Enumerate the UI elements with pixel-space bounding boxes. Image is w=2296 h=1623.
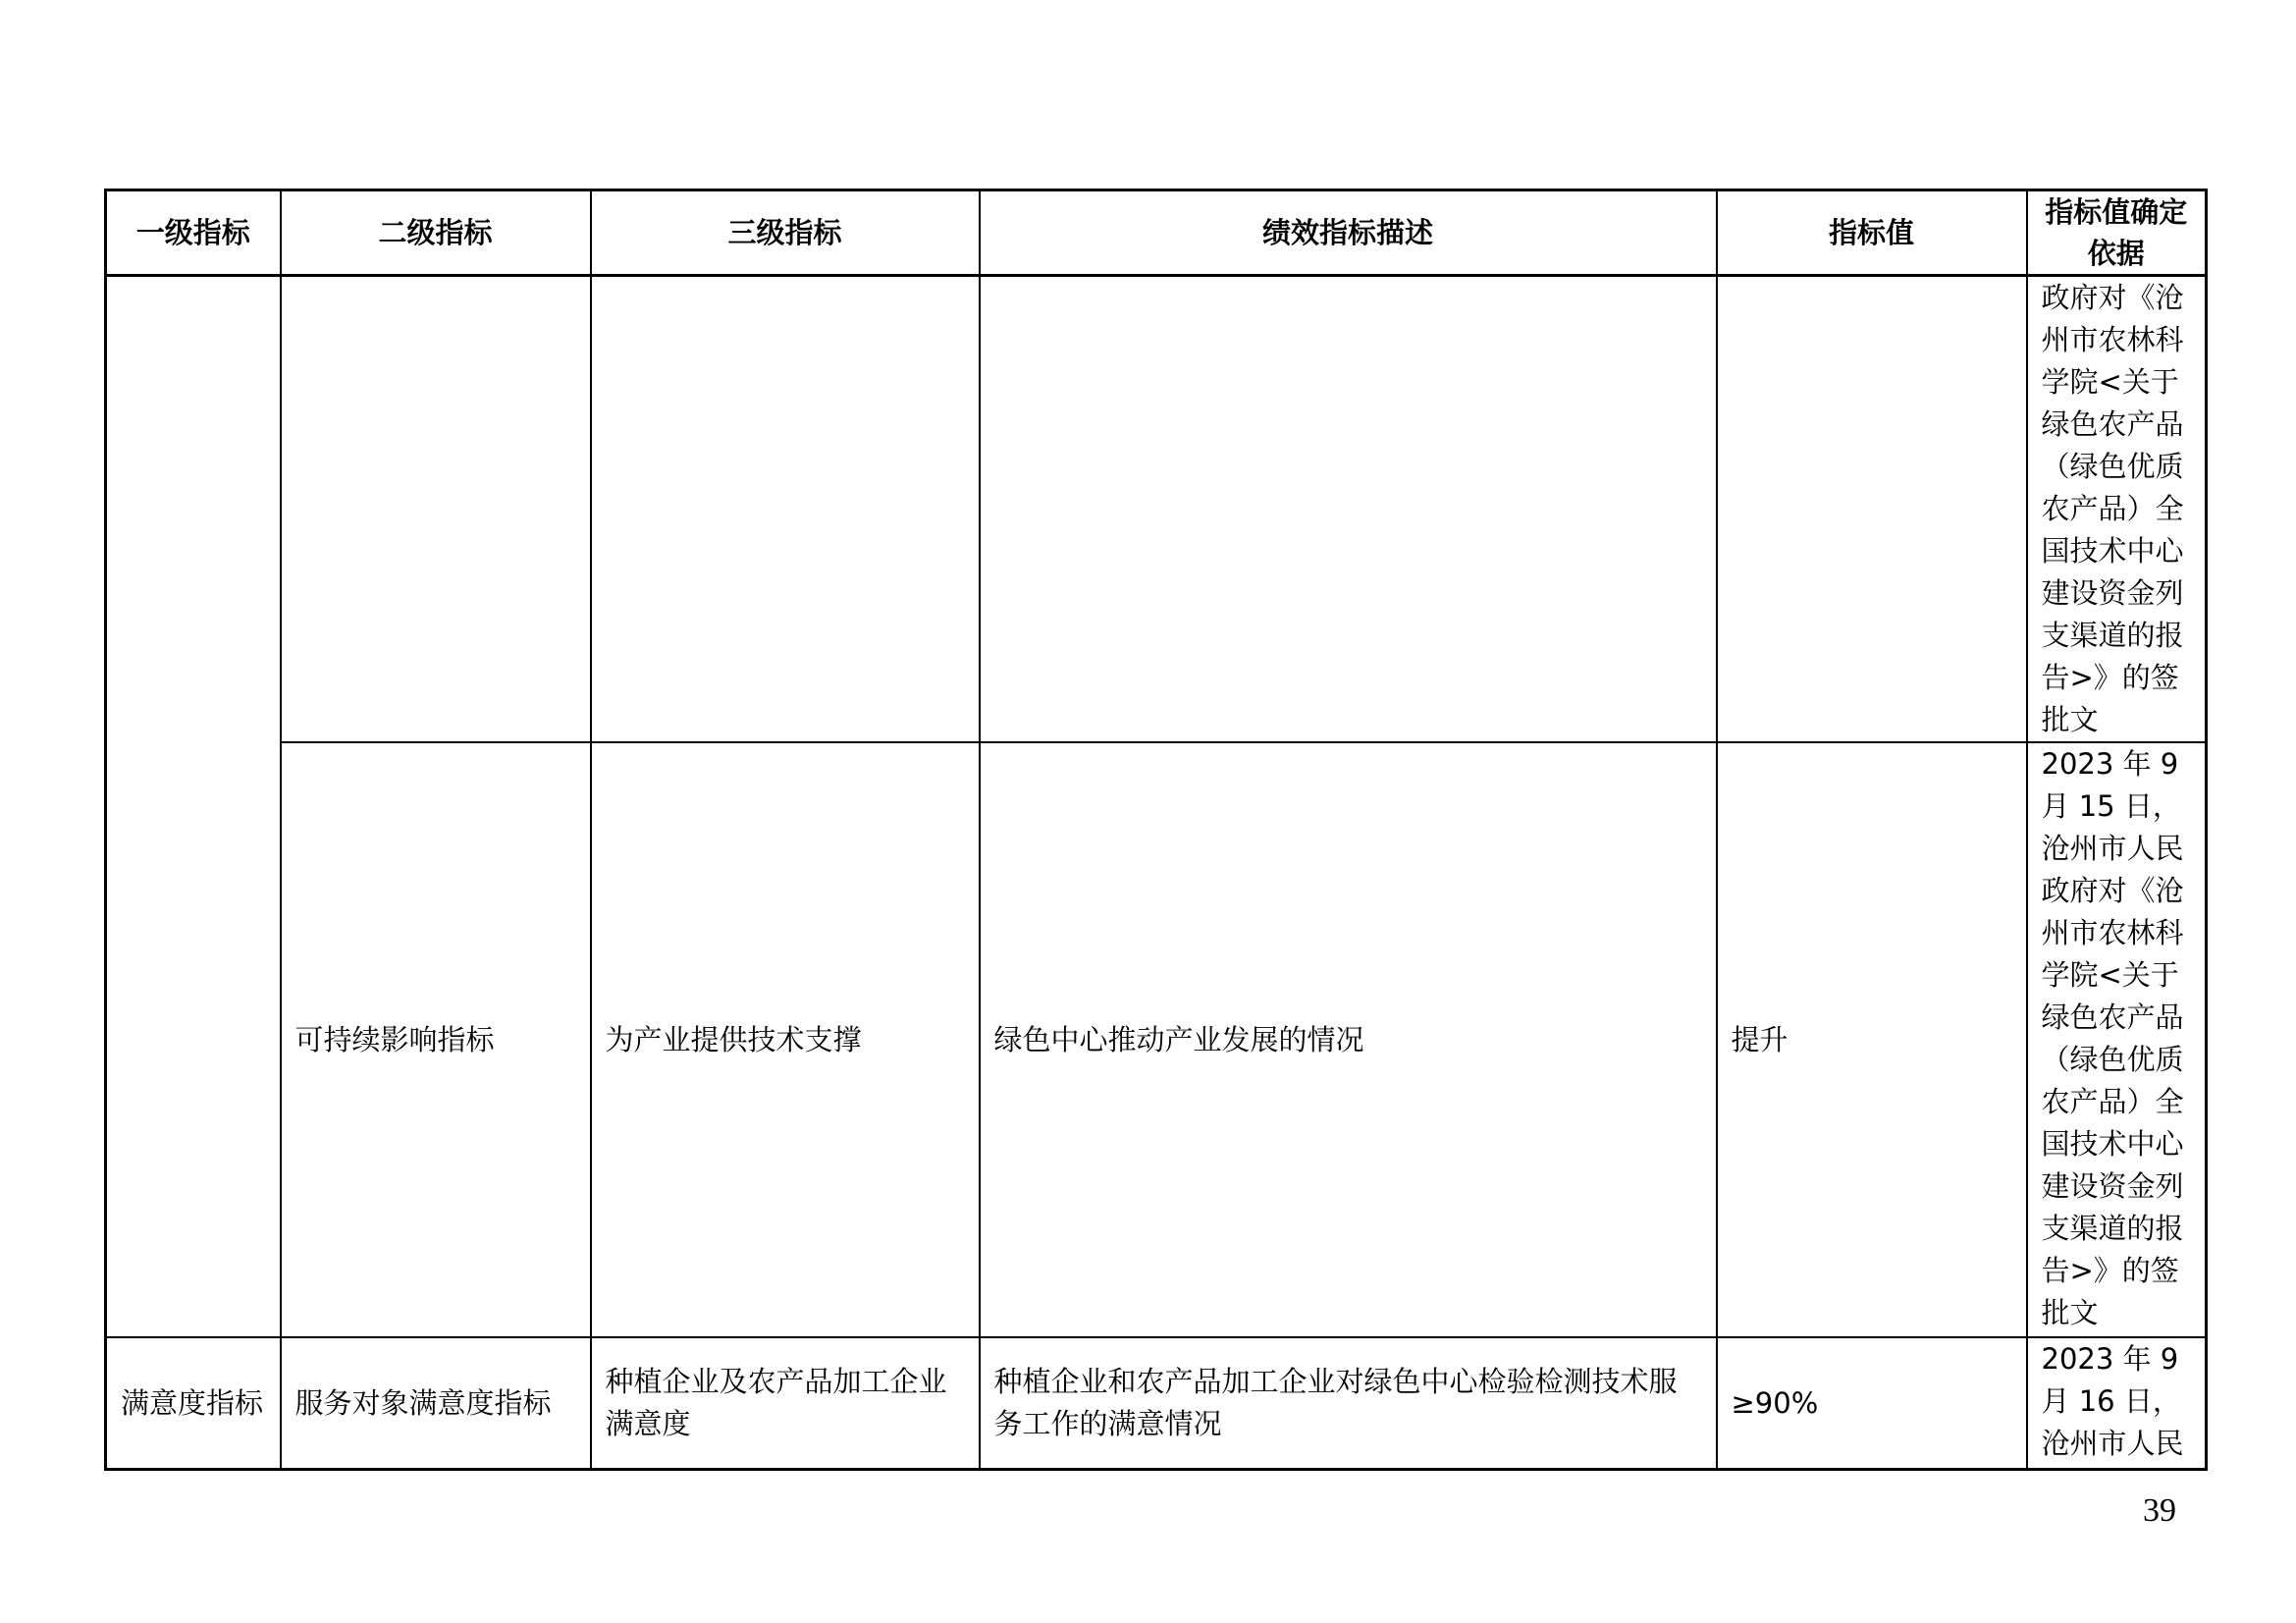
row-basis-cell: 2023 年 9 月 15 日，沧州市人民政府对《沧州市农林科学院<关于绿色农产品（绿色优质农产品）全国技术中心建设资金列支渠道的报告>》的签批文 bbox=[2027, 742, 2207, 1337]
header-basis: 指标值确定依据 bbox=[2027, 190, 2207, 276]
header-level3: 三级指标 bbox=[591, 190, 980, 276]
row-level1-cell: 满意度指标 bbox=[106, 1337, 281, 1470]
performance-indicator-table bbox=[104, 189, 2208, 1471]
row-value-cell: 提升 bbox=[1717, 742, 2027, 1337]
table-row bbox=[106, 1337, 2207, 1470]
table-row bbox=[106, 742, 2207, 1337]
table-header-row bbox=[106, 190, 2207, 276]
row-level3-cell bbox=[591, 276, 980, 743]
row-description-cell: 绿色中心推动产业发展的情况 bbox=[980, 742, 1717, 1337]
row-value-cell: ≥90% bbox=[1717, 1337, 2027, 1470]
row-description-cell: 种植企业和农产品加工企业对绿色中心检验检测技术服务工作的满意情况 bbox=[980, 1337, 1717, 1470]
header-level1: 一级指标 bbox=[106, 190, 281, 276]
row-level1-cell bbox=[106, 276, 281, 1338]
page-number: 39 bbox=[2143, 1492, 2176, 1529]
header-level2: 二级指标 bbox=[281, 190, 591, 276]
row-level2-cell: 可持续影响指标 bbox=[281, 742, 591, 1337]
row-basis-cell: 政府对《沧州市农林科学院<关于绿色农产品（绿色优质农产品）全国技术中心建设资金列支渠道的报告>》的签批文 bbox=[2027, 276, 2207, 743]
row-level3-cell: 为产业提供技术支撑 bbox=[591, 742, 980, 1337]
header-description: 绩效指标描述 bbox=[980, 190, 1717, 276]
row-level2-cell: 服务对象满意度指标 bbox=[281, 1337, 591, 1470]
table-row bbox=[106, 276, 2207, 743]
row-level2-cell bbox=[281, 276, 591, 743]
row-level3-cell: 种植企业及农产品加工企业满意度 bbox=[591, 1337, 980, 1470]
header-value: 指标值 bbox=[1717, 190, 2027, 276]
row-value-cell bbox=[1717, 276, 2027, 743]
row-description-cell bbox=[980, 276, 1717, 743]
row-basis-cell: 2023 年 9 月 16 日，沧州市人民 bbox=[2027, 1337, 2207, 1470]
